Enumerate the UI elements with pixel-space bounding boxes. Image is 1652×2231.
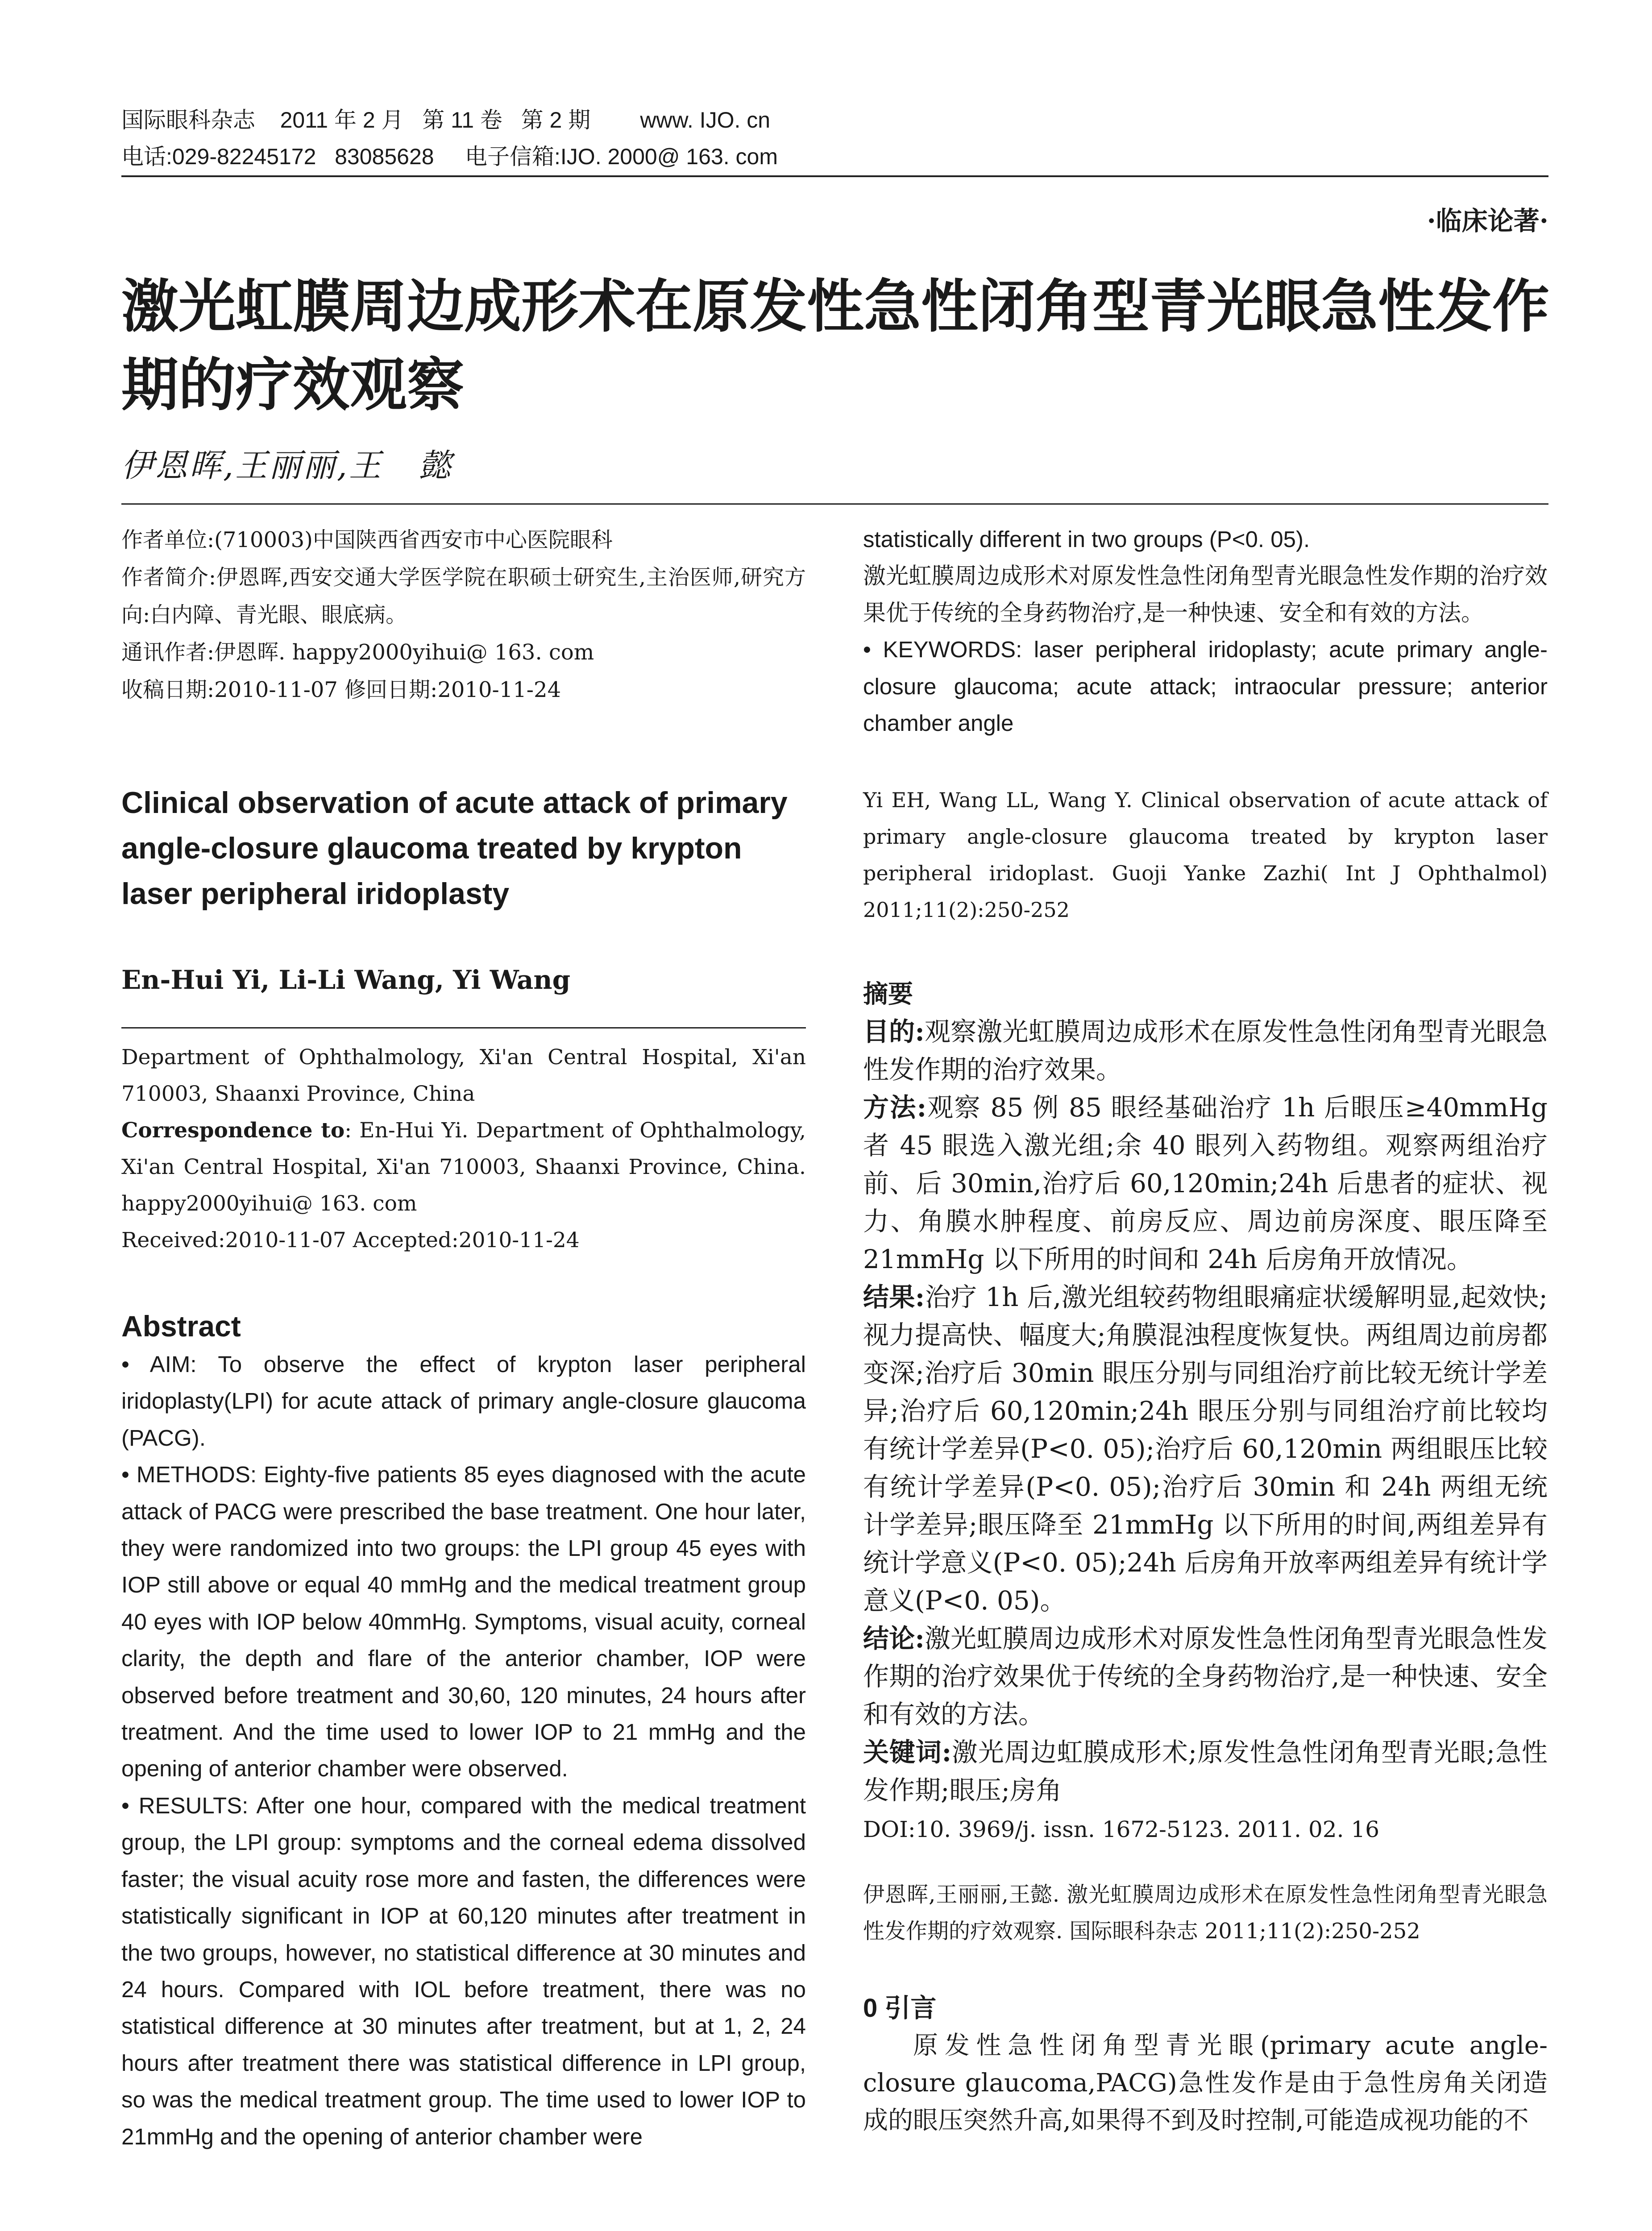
received-accepted: Received:2010-11-07 Accepted:2010-11-24 [121, 1228, 580, 1252]
chinese-results [863, 1278, 1548, 1620]
english-title: Clinical observation of acute attack of primary angle-closure glaucoma treated by krypton laser peripheral iridoplasty [121, 786, 788, 911]
english-authors: En-Hui Yi, Li-Li Wang, Yi Wang [121, 965, 571, 995]
english-citation: Yi EH, Wang LL, Wang Y. Clinical observation of acute attack of primary angle-closure glaucoma treated by krypton laser peripheral iridoplast. Guoji Yanke Zazhi( Int J Ophthalmol) 2011;11(2):250-252 [863, 788, 1548, 922]
chinese-abstract-heading: 摘要 [863, 980, 913, 1008]
department-info [121, 1039, 806, 1259]
chinese-keywords [863, 1733, 1548, 1809]
chinese-citation: 伊恩晖,王丽丽,王懿. 激光虹膜周边成形术在原发性急性闭角型青光眼急性发作期的疗效观察. 国际眼科杂志 2011;11(2):250-252 [863, 1882, 1548, 1944]
chinese-conclusion [863, 1620, 1548, 1733]
methods-label: 方法: [863, 1092, 926, 1123]
abstract-results-continued: statistically different in two groups (P<0. 05). [863, 527, 1310, 552]
author-affiliation: 作者单位:(710003)中国陕西省西安市中心医院眼科 [121, 527, 613, 552]
conclusion-label: 结论: [863, 1623, 925, 1654]
left-column [121, 521, 806, 2155]
chinese-methods [863, 1089, 1548, 1278]
correspondence-label: Correspondence to [121, 1118, 345, 1143]
keywords-text: 激光周边虹膜成形术;原发性急性闭角型青光眼;急性发作期;眼压;房角 [863, 1737, 1548, 1806]
chinese-objective [863, 1013, 1548, 1089]
department-text: Department of Ophthalmology, Xi'an Central Hospital, Xi'an 710003, Shaanxi Province, China [121, 1045, 806, 1106]
received-dates: 收稿日期:2010-11-07 修回日期:2010-11-24 [121, 677, 561, 702]
abstract-heading: Abstract [121, 1310, 241, 1343]
authors-divider [121, 503, 1548, 505]
correspondence-info [121, 1112, 806, 1222]
author-list: 伊恩晖,王丽丽,王 懿 [121, 447, 453, 484]
author-bio: 作者简介:伊恩晖,西安交通大学医学院在职硕士研究生,主治医师,研究方向:白内障、青光眼、眼底病。 [121, 565, 806, 627]
author-info-block [121, 521, 806, 709]
journal-header [121, 102, 1549, 175]
header-divider [121, 175, 1548, 177]
journal-contact-line: 电话:029-82245172 83085628 电子信箱:IJO. 2000@ 163. com [121, 144, 778, 169]
doi: DOI:10. 3969/j. issn. 1672-5123. 2011. 02. 16 [863, 1816, 1380, 1843]
results-text: 治疗 1h 后,激光组较药物组眼痛症状缓解明显,起效快;视力提高快、幅度大;角膜混浊程度恢复快。两组周边前房都变深;治疗后 30min 眼压分别与同组治疗前比较无统计学差异;治疗后 60,120min;24h 眼压分别与同组治疗前比较均有统计学差异(P<0. 05);治疗后 60,120min 两组眼压比较有统计学差异(P<0. 05);治疗后 30min 和 24h 两组无统计学差异;眼压降至 21mmHg 以下所用的时间,两组差异有统计学意义(P<0. 05);24h 后房角开放率两组差异有统计学意义(P<0. 05)。 [863, 1282, 1548, 1616]
objective-label: 目的: [863, 1016, 925, 1047]
introduction-heading: 0 引言 [863, 1994, 937, 2023]
abstract-keywords: • KEYWORDS: laser peripheral iridoplasty; acute primary angle-closure glaucoma; acute attack; intraocular pressure; anterior chamber angle [863, 637, 1548, 736]
abstract-methods: • METHODS: Eighty-five patients 85 eyes diagnosed with the acute attack of PACG were prescribed the base treatment. One hour later, they were randomized into two groups: the LPI group 45 eyes with IOP still above or equal 40 mmHg and the medical treatment group 40 eyes with IOP below 40mmHg. Symptoms, visual acuity, corneal clarity, the depth and flare of the anterior chamber, IOP were observed before treatment and 30,60, 120 minutes, 24 hours after treatment. And the time used to lower IOP to 21 mmHg and the opening of anterior chamber were observed. [121, 1462, 806, 1782]
results-label: 结果: [863, 1282, 925, 1313]
corresponding-author: 通讯作者:伊恩晖. happy2000yihui@ 163. com [121, 640, 594, 665]
methods-text: 观察 85 例 85 眼经基础治疗 1h 后眼压≥40mmHg 者 45 眼选入激光组;余 40 眼列入药物组。观察两组治疗前、后 30min,治疗后 60,120min;24h 后患者的症状、视力、角膜水肿程度、前房反应、周边前房深度、眼压降至 21mmHg 以下所用的时间和 24h 后房角开放情况。 [863, 1092, 1548, 1275]
journal-info-line: 国际眼科杂志 2011 年 2 月 第 11 卷 第 2 期 www. IJO. cn [121, 108, 771, 133]
introduction-text: 原发性急性闭角型青光眼(primary acute angle-closure glaucoma,PACG)急性发作是由于急性房角关闭造成的眼压突然升高,如果得不到及时控制,可能造成视功能的不 [863, 2031, 1548, 2136]
keywords-label: 关键词: [863, 1737, 952, 1768]
abstract-results: • RESULTS: After one hour, compared with the medical treatment group, the LPI group: symptoms and the corneal edema dissolved faster; the visual acuity rose more and fasten, the differences were statistically significant in IOP at 60,120 minutes after treatment in the two groups, however, no statistical difference at 30 minutes and 24 hours. Compared with IOL before treatment, there was no statistical difference at 30 minutes after treatment, but at 1, 2, 24 hours after treatment there was statistical difference in LPI group, so was the medical treatment group. The time used to lower IOP to 21mmHg and the opening of anterior chamber were [121, 1792, 806, 2149]
english-authors-divider [121, 1027, 806, 1028]
section-label: ·临床论著· [1427, 206, 1548, 236]
article-title: 激光虹膜周边成形术在原发性急性闭角型青光眼急性发作期的疗效观察 [121, 275, 1550, 417]
right-column [863, 521, 1548, 2140]
correspondence-text: : En-Hui Yi. Department of Ophthalmology, Xi'an Central Hospital, Xi'an 710003, Shaanxi Province, China. happy2000yihui@ 163. com [121, 1118, 806, 1216]
objective-text: 观察激光虹膜周边成形术在原发性急性闭角型青光眼急性发作期的治疗效果。 [863, 1016, 1548, 1085]
conclusion-text: 激光虹膜周边成形术对原发性急性闭角型青光眼急性发作期的治疗效果优于传统的全身药物治疗,是一种快速、安全和有效的方法。 [863, 1623, 1548, 1730]
abstract-aim: • AIM: To observe the effect of krypton laser peripheral iridoplasty(LPI) for acute attack of primary angle-closure glaucoma (PACG). [121, 1352, 806, 1451]
abstract-conclusion: 激光虹膜周边成形术对原发性急性闭角型青光眼急性发作期的治疗效果优于传统的全身药物治疗,是一种快速、安全和有效的方法。 [863, 563, 1548, 626]
